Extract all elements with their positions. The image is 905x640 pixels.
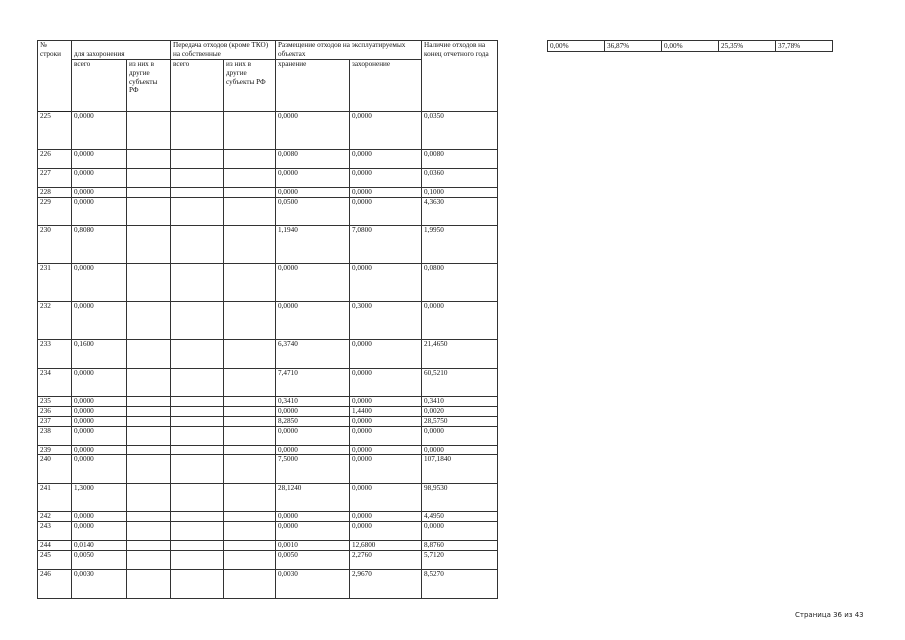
burial-total-cell: 0,0000 bbox=[72, 416, 127, 426]
burial-total-cell: 0,0000 bbox=[72, 445, 127, 455]
row-number-cell: 226 bbox=[38, 150, 72, 169]
burial-total-cell: 0,0000 bbox=[72, 264, 127, 302]
balance-value-cell: 0,0000 bbox=[422, 426, 498, 445]
burial-value-cell: 1,4400 bbox=[350, 407, 422, 417]
burial-value-cell: 0,0000 bbox=[350, 112, 422, 150]
transfer-total-cell bbox=[171, 455, 224, 484]
storage-value-cell: 0,3410 bbox=[276, 397, 350, 407]
burial-other-regions-cell bbox=[127, 112, 171, 150]
table-row bbox=[38, 483, 498, 512]
transfer-other-regions-cell bbox=[224, 302, 276, 340]
balance-value-cell: 21,4650 bbox=[422, 340, 498, 369]
table-row bbox=[38, 416, 498, 426]
burial-value-cell: 0,0000 bbox=[350, 445, 422, 455]
transfer-other-regions-cell bbox=[224, 226, 276, 264]
transfer-group-header: Передача отходов (кроме ТКО) на собственные bbox=[171, 41, 276, 60]
transfer-other-regions-cell bbox=[224, 522, 276, 541]
burial-other-regions-cell bbox=[127, 407, 171, 417]
storage-value-cell: 0,0000 bbox=[276, 426, 350, 445]
burial-other-regions-cell bbox=[127, 150, 171, 169]
row-number-cell: 233 bbox=[38, 340, 72, 369]
transfer-other-regions-cell bbox=[224, 483, 276, 512]
burial-total-cell: 0,0140 bbox=[72, 541, 127, 551]
row-number-cell: 231 bbox=[38, 264, 72, 302]
table-row bbox=[38, 188, 498, 198]
transfer-other-regions-cell bbox=[224, 197, 276, 226]
burial-value-cell: 0,0000 bbox=[350, 397, 422, 407]
transfer-other-regions-cell bbox=[224, 570, 276, 599]
burial-other-regions-cell bbox=[127, 302, 171, 340]
burial-total-cell: 0,0000 bbox=[72, 368, 127, 397]
transfer-total-cell bbox=[171, 416, 224, 426]
balance-value-cell: 0,0360 bbox=[422, 169, 498, 188]
transfer-total-cell bbox=[171, 512, 224, 522]
row-number-cell: 241 bbox=[38, 483, 72, 512]
transfer-other-regions-cell bbox=[224, 416, 276, 426]
storage-value-cell: 0,0000 bbox=[276, 522, 350, 541]
transfer-other-regions-cell bbox=[224, 169, 276, 188]
burial-total-cell: 0,8080 bbox=[72, 226, 127, 264]
percentage-cell: 37,78% bbox=[776, 41, 833, 52]
burial-other-regions-cell bbox=[127, 397, 171, 407]
transfer-total-cell bbox=[171, 445, 224, 455]
table-row bbox=[38, 512, 498, 522]
burial-other-regions-header: из них в другие субъекты РФ bbox=[127, 60, 171, 112]
transfer-total-cell bbox=[171, 397, 224, 407]
percentage-cell: 0,00% bbox=[548, 41, 605, 52]
row-number-header: № строки bbox=[38, 41, 72, 112]
table-row bbox=[38, 302, 498, 340]
transfer-total-cell bbox=[171, 541, 224, 551]
table-row bbox=[38, 397, 498, 407]
burial-total-cell: 0,0000 bbox=[72, 455, 127, 484]
burial-other-regions-cell bbox=[127, 483, 171, 512]
storage-value-cell: 0,0000 bbox=[276, 112, 350, 150]
burial-value-cell: 0,0000 bbox=[350, 416, 422, 426]
burial-value-cell: 0,0000 bbox=[350, 426, 422, 445]
row-number-cell: 238 bbox=[38, 426, 72, 445]
storage-value-cell: 0,0000 bbox=[276, 169, 350, 188]
burial-total-cell: 1,3000 bbox=[72, 483, 127, 512]
transfer-other-regions-cell bbox=[224, 150, 276, 169]
burial-other-regions-cell bbox=[127, 426, 171, 445]
burial-value-cell: 0,3000 bbox=[350, 302, 422, 340]
transfer-other-regions-cell bbox=[224, 455, 276, 484]
burial-other-regions-cell bbox=[127, 368, 171, 397]
storage-value-cell: 7,5000 bbox=[276, 455, 350, 484]
row-number-cell: 240 bbox=[38, 455, 72, 484]
burial-other-regions-cell bbox=[127, 197, 171, 226]
burial-value-cell: 0,0000 bbox=[350, 522, 422, 541]
transfer-other-regions-cell bbox=[224, 368, 276, 397]
balance-value-cell: 1,9950 bbox=[422, 226, 498, 264]
balance-value-cell: 0,0080 bbox=[422, 150, 498, 169]
burial-total-cell: 0,0000 bbox=[72, 112, 127, 150]
burial-value-cell: 0,0000 bbox=[350, 264, 422, 302]
burial-total-cell: 0,1600 bbox=[72, 340, 127, 369]
table-row bbox=[38, 150, 498, 169]
row-number-cell: 239 bbox=[38, 445, 72, 455]
waste-data-table bbox=[37, 40, 498, 599]
row-number-cell: 234 bbox=[38, 368, 72, 397]
table-row bbox=[38, 407, 498, 417]
storage-value-cell: 0,0500 bbox=[276, 197, 350, 226]
balance-value-cell: 107,1840 bbox=[422, 455, 498, 484]
row-number-cell: 243 bbox=[38, 522, 72, 541]
burial-total-cell: 0,0000 bbox=[72, 197, 127, 226]
row-number-cell: 237 bbox=[38, 416, 72, 426]
header-row-1 bbox=[38, 41, 498, 60]
burial-value-cell: 12,6800 bbox=[350, 541, 422, 551]
burial-value-cell: 0,0000 bbox=[350, 188, 422, 198]
storage-value-cell: 0,0000 bbox=[276, 407, 350, 417]
row-number-cell: 229 bbox=[38, 197, 72, 226]
transfer-total-cell bbox=[171, 483, 224, 512]
transfer-total-cell bbox=[171, 368, 224, 397]
transfer-other-regions-cell bbox=[224, 541, 276, 551]
transfer-other-regions-cell bbox=[224, 397, 276, 407]
storage-value-cell: 8,2850 bbox=[276, 416, 350, 426]
burial-value-cell: 2,9670 bbox=[350, 570, 422, 599]
storage-value-cell: 0,0080 bbox=[276, 150, 350, 169]
storage-value-cell: 28,1240 bbox=[276, 483, 350, 512]
burial-total-cell: 0,0000 bbox=[72, 397, 127, 407]
storage-value-cell: 7,4710 bbox=[276, 368, 350, 397]
balance-value-cell: 98,9530 bbox=[422, 483, 498, 512]
burial-group-header: для захоронения bbox=[72, 41, 171, 60]
row-number-cell: 242 bbox=[38, 512, 72, 522]
burial-other-regions-cell bbox=[127, 541, 171, 551]
row-number-cell: 227 bbox=[38, 169, 72, 188]
transfer-other-regions-cell bbox=[224, 426, 276, 445]
storage-header: хранение bbox=[276, 60, 350, 112]
transfer-total-cell bbox=[171, 188, 224, 198]
balance-header: Наличие отходов на конец отчетного года bbox=[422, 41, 498, 112]
transfer-total-cell bbox=[171, 570, 224, 599]
balance-value-cell: 8,5270 bbox=[422, 570, 498, 599]
burial-other-regions-cell bbox=[127, 340, 171, 369]
balance-value-cell: 0,0800 bbox=[422, 264, 498, 302]
transfer-total-cell bbox=[171, 150, 224, 169]
transfer-other-regions-cell bbox=[224, 445, 276, 455]
burial-total-header: всего bbox=[72, 60, 127, 112]
transfer-other-regions-cell bbox=[224, 188, 276, 198]
table-row bbox=[38, 541, 498, 551]
balance-value-cell: 0,0000 bbox=[422, 445, 498, 455]
transfer-other-regions-cell bbox=[224, 512, 276, 522]
balance-value-cell: 60,5210 bbox=[422, 368, 498, 397]
table-row bbox=[38, 522, 498, 541]
transfer-other-regions-header: из них в другие субъекты РФ bbox=[224, 60, 276, 112]
burial-value-cell: 2,2760 bbox=[350, 551, 422, 570]
table-row bbox=[38, 368, 498, 397]
burial-other-regions-cell bbox=[127, 188, 171, 198]
burial-other-regions-cell bbox=[127, 416, 171, 426]
balance-value-cell: 8,8760 bbox=[422, 541, 498, 551]
transfer-other-regions-cell bbox=[224, 112, 276, 150]
transfer-total-cell bbox=[171, 340, 224, 369]
storage-value-cell: 0,0050 bbox=[276, 551, 350, 570]
transfer-total-cell bbox=[171, 264, 224, 302]
burial-other-regions-cell bbox=[127, 512, 171, 522]
balance-value-cell: 0,0000 bbox=[422, 522, 498, 541]
row-number-cell: 232 bbox=[38, 302, 72, 340]
balance-value-cell: 0,0350 bbox=[422, 112, 498, 150]
transfer-total-cell bbox=[171, 302, 224, 340]
table-row bbox=[38, 570, 498, 599]
burial-total-cell: 0,0000 bbox=[72, 150, 127, 169]
burial-total-cell: 0,0000 bbox=[72, 512, 127, 522]
burial-other-regions-cell bbox=[127, 445, 171, 455]
burial-other-regions-cell bbox=[127, 522, 171, 541]
burial-value-cell: 0,0000 bbox=[350, 455, 422, 484]
transfer-total-cell bbox=[171, 407, 224, 417]
burial-total-cell: 0,0030 bbox=[72, 570, 127, 599]
table-row bbox=[38, 197, 498, 226]
transfer-total-cell bbox=[171, 169, 224, 188]
storage-value-cell: 0,0000 bbox=[276, 264, 350, 302]
balance-value-cell: 0,3410 bbox=[422, 397, 498, 407]
balance-value-cell: 0,0000 bbox=[422, 302, 498, 340]
burial-value-cell: 0,0000 bbox=[350, 483, 422, 512]
transfer-other-regions-cell bbox=[224, 551, 276, 570]
balance-value-cell: 4,4950 bbox=[422, 512, 498, 522]
burial-other-regions-cell bbox=[127, 570, 171, 599]
table-row bbox=[38, 264, 498, 302]
balance-value-cell: 0,1000 bbox=[422, 188, 498, 198]
transfer-other-regions-cell bbox=[224, 340, 276, 369]
burial-other-regions-cell bbox=[127, 455, 171, 484]
burial-total-cell: 0,0000 bbox=[72, 522, 127, 541]
placement-group-header: Размещение отходов на эксплуатируемых объектах bbox=[276, 41, 422, 60]
burial-total-cell: 0,0000 bbox=[72, 169, 127, 188]
balance-value-cell: 5,7120 bbox=[422, 551, 498, 570]
percentage-row bbox=[548, 41, 833, 52]
burial-value-cell: 0,0000 bbox=[350, 368, 422, 397]
percentage-table bbox=[547, 40, 833, 52]
burial-total-cell: 0,0000 bbox=[72, 407, 127, 417]
percentage-cell: 0,00% bbox=[662, 41, 719, 52]
burial-value-cell: 7,0800 bbox=[350, 226, 422, 264]
table-row bbox=[38, 445, 498, 455]
storage-value-cell: 0,0000 bbox=[276, 445, 350, 455]
storage-value-cell: 0,0030 bbox=[276, 570, 350, 599]
burial-value-cell: 0,0000 bbox=[350, 150, 422, 169]
row-number-cell: 235 bbox=[38, 397, 72, 407]
row-number-cell: 230 bbox=[38, 226, 72, 264]
transfer-total-header: всего bbox=[171, 60, 224, 112]
storage-value-cell: 6,3740 bbox=[276, 340, 350, 369]
burial-other-regions-cell bbox=[127, 551, 171, 570]
table-row bbox=[38, 455, 498, 484]
burial-sub-header: захоронение bbox=[350, 60, 422, 112]
row-number-cell: 246 bbox=[38, 570, 72, 599]
percentage-cell: 36,87% bbox=[605, 41, 662, 52]
burial-value-cell: 0,0000 bbox=[350, 340, 422, 369]
table-row bbox=[38, 551, 498, 570]
storage-value-cell: 0,0000 bbox=[276, 302, 350, 340]
transfer-total-cell bbox=[171, 551, 224, 570]
percentage-cell: 25,35% bbox=[719, 41, 776, 52]
transfer-other-regions-cell bbox=[224, 264, 276, 302]
row-number-cell: 228 bbox=[38, 188, 72, 198]
table-row bbox=[38, 112, 498, 150]
transfer-total-cell bbox=[171, 112, 224, 150]
transfer-total-cell bbox=[171, 226, 224, 264]
row-number-cell: 236 bbox=[38, 407, 72, 417]
storage-value-cell: 0,0000 bbox=[276, 188, 350, 198]
burial-total-cell: 0,0000 bbox=[72, 188, 127, 198]
row-number-cell: 225 bbox=[38, 112, 72, 150]
balance-value-cell: 0,0020 bbox=[422, 407, 498, 417]
page-number: Страница 36 из 43 bbox=[795, 611, 864, 619]
table-row bbox=[38, 169, 498, 188]
table-row bbox=[38, 340, 498, 369]
burial-value-cell: 0,0000 bbox=[350, 169, 422, 188]
table-row bbox=[38, 226, 498, 264]
transfer-total-cell bbox=[171, 522, 224, 541]
row-number-cell: 245 bbox=[38, 551, 72, 570]
storage-value-cell: 0,0000 bbox=[276, 512, 350, 522]
transfer-total-cell bbox=[171, 426, 224, 445]
transfer-other-regions-cell bbox=[224, 407, 276, 417]
transfer-total-cell bbox=[171, 197, 224, 226]
burial-total-cell: 0,0000 bbox=[72, 426, 127, 445]
table-row bbox=[38, 426, 498, 445]
burial-total-cell: 0,0050 bbox=[72, 551, 127, 570]
row-number-cell: 244 bbox=[38, 541, 72, 551]
burial-other-regions-cell bbox=[127, 264, 171, 302]
burial-other-regions-cell bbox=[127, 226, 171, 264]
burial-other-regions-cell bbox=[127, 169, 171, 188]
storage-value-cell: 1,1940 bbox=[276, 226, 350, 264]
storage-value-cell: 0,0010 bbox=[276, 541, 350, 551]
burial-value-cell: 0,0000 bbox=[350, 197, 422, 226]
balance-value-cell: 4,3630 bbox=[422, 197, 498, 226]
burial-total-cell: 0,0000 bbox=[72, 302, 127, 340]
burial-value-cell: 0,0000 bbox=[350, 512, 422, 522]
balance-value-cell: 28,5750 bbox=[422, 416, 498, 426]
